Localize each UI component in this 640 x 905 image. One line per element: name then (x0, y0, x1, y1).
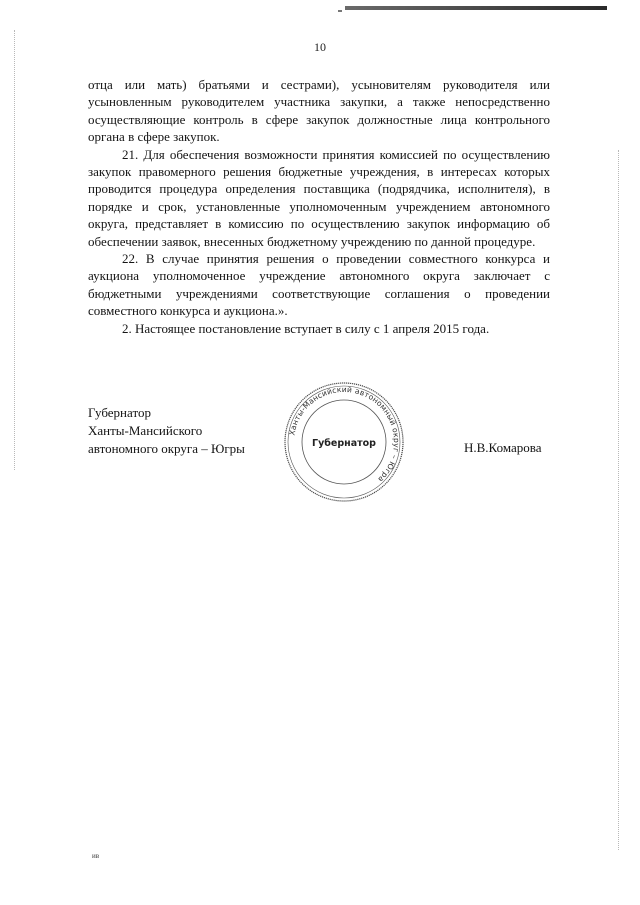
seal-ring-text: Ханты-Мансийский автономный округ – Югра (287, 384, 402, 485)
paragraph-item-22: 22. В случае принятия решения о проведении совместного конкурса и аукциона уполномоченное учреждение автономного округа заключает с бюджетными учреждениями соответствующие соглашения о проведении совместного конкурса и аукциона.». (88, 251, 550, 319)
seal-center-text: Губернатор (312, 438, 376, 449)
document-body (88, 76, 550, 337)
signatory-name: Н.В.Комарова (464, 440, 542, 455)
signatory-title-line1: Губернатор (88, 405, 151, 420)
footer-initials-mark: ив (92, 852, 100, 860)
paragraph-item-21: 21. Для обеспечения возможности принятия комиссией по осуществлению закупок правомерного решения бюджетные учреждения, в интересах которых проводится процедура определения поставщика (подрядчика, исполнителя), в порядке и срок, установленные уполномоченным учреждением автономного округа, представляет в комиссию по осуществлению закупок информацию об обеспечении заявок, внесенных бюджетному учреждению по данной процедуре. (88, 146, 550, 249)
signatory-title-line2: Ханты-Мансийского (88, 423, 203, 438)
right-margin-scan-dots (618, 150, 620, 850)
scan-artifact-top-bar (345, 6, 607, 10)
paragraph-continuation: отца или мать) братьями и сестрами), усыновителям руководителя или усыновленным руководителем участника закупки, а также непосредственно осуществляющие контроль в сфере закупок должностные лица контрольного органа в сфере закупок. (88, 77, 550, 145)
paragraph-effective-date: 2. Настоящее постановление вступает в силу с 1 апреля 2015 года. (122, 320, 490, 336)
signature-block (88, 404, 245, 458)
official-seal-stamp (282, 380, 406, 504)
left-margin-scan-dots (14, 30, 16, 470)
signatory-title-line3: автономного округа – Югры (88, 441, 245, 456)
page-number: 10 (314, 40, 326, 54)
scan-artifact-speck (338, 10, 342, 12)
